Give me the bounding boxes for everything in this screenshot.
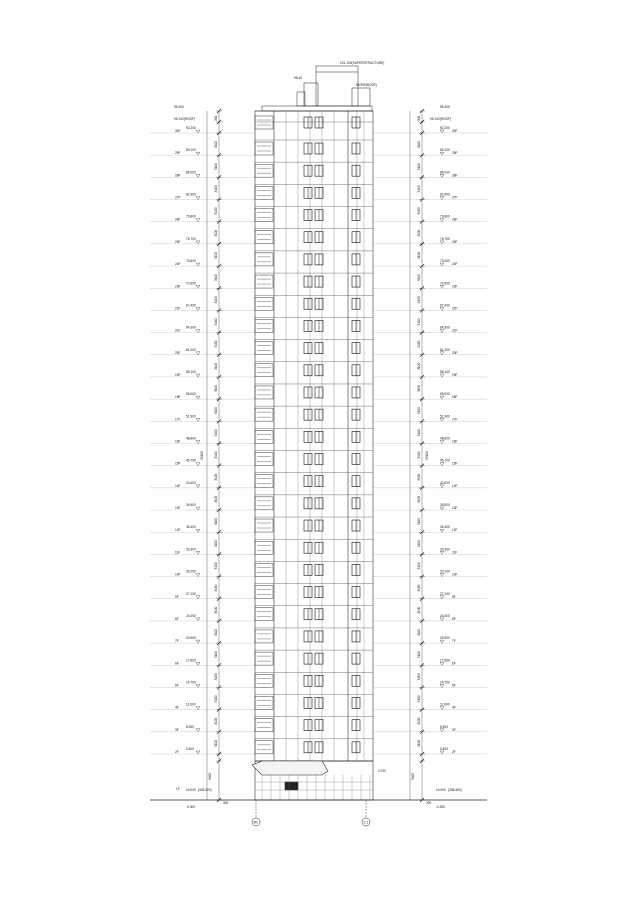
floor-height-dim: 3100 bbox=[214, 340, 218, 348]
parapet-dim: 300 bbox=[214, 115, 218, 121]
floor-height-dim: 3100 bbox=[214, 451, 218, 459]
floor-label-right: 18F bbox=[452, 395, 458, 400]
grade-dim: 300 bbox=[426, 801, 432, 805]
floor-height-dim: 3100 bbox=[417, 451, 421, 459]
elevation-label-left: 33.300 bbox=[186, 547, 196, 552]
elevation-label-left: 20.900 bbox=[186, 636, 196, 641]
grade-elev-left: -0.300 bbox=[186, 805, 196, 809]
floor-height-dim: 3100 bbox=[417, 185, 421, 193]
floor-height-dim: 3100 bbox=[214, 584, 218, 592]
floor-height-dim: 3100 bbox=[214, 695, 218, 703]
floor-label-right: 11F bbox=[452, 550, 458, 555]
elevation-label-left: 5.400 bbox=[186, 747, 194, 751]
elevation-label-right: 70.500 bbox=[440, 281, 450, 286]
floor-label-left: 30F bbox=[175, 129, 181, 133]
elevation-label-left: 89.100 bbox=[186, 148, 196, 153]
floor-height-dim: 3100 bbox=[214, 429, 218, 437]
parapet-label-left: 95.400 bbox=[174, 105, 184, 109]
elevation-label-right: 27.100 bbox=[440, 591, 450, 596]
floor-label-left: 28F bbox=[175, 173, 181, 178]
floor-label-left: 7F bbox=[175, 639, 179, 644]
floor-height-dim: 3100 bbox=[214, 673, 218, 681]
floor-height-dim: 3100 bbox=[417, 518, 421, 526]
floor-height-dim: 3100 bbox=[214, 407, 218, 415]
elevation-label-left: 55.000 bbox=[186, 392, 196, 397]
floor-label-right: 20F bbox=[452, 350, 458, 355]
floor-label-right: 30F bbox=[452, 129, 458, 133]
elevation-label-right: 5.400 bbox=[440, 747, 448, 751]
elevation-label-left: 58.100 bbox=[186, 369, 196, 374]
machine-room-label: 98.950(ROOF) bbox=[356, 83, 378, 87]
elevation-label-right: 42.600 bbox=[440, 480, 450, 485]
floor-height-dim: 3100 bbox=[417, 207, 421, 215]
floor-height-dim: 3100 bbox=[214, 628, 218, 637]
floor-label-right: 21F bbox=[452, 328, 458, 333]
floor-label-right: 10F bbox=[452, 572, 458, 577]
floor-height-dim: 3100 bbox=[417, 695, 421, 703]
elevation-label-left: 61.200 bbox=[186, 347, 196, 352]
floor-label-left: 16F bbox=[175, 439, 181, 444]
elevation-label-right: 20.900 bbox=[440, 636, 450, 641]
floor-height-dim: 3100 bbox=[417, 562, 421, 570]
floor-label-right: 3F bbox=[452, 727, 456, 732]
ground-abs-left: (308.400) bbox=[198, 788, 212, 792]
floor-label-left: 4F bbox=[175, 705, 179, 710]
stair-top-label: 101.100(SUPERSTRUCTURE) bbox=[340, 61, 385, 65]
elevation-label-left: 45.700 bbox=[186, 458, 196, 463]
floor-label-left: 3F bbox=[175, 727, 179, 732]
elevation-label-left: 67.400 bbox=[186, 303, 196, 308]
floor-label-left: 25F bbox=[175, 239, 181, 244]
floor-label-right: 8F bbox=[452, 616, 456, 621]
floor-label-left: 13F bbox=[175, 506, 181, 511]
floor-label-right: 23F bbox=[452, 284, 458, 289]
floor-height-dim: 3100 bbox=[417, 628, 421, 637]
floor-label-left: 6F bbox=[175, 661, 179, 666]
elevation-label-right: 61.200 bbox=[440, 347, 450, 352]
floor-label-left: 24F bbox=[175, 262, 181, 267]
floor-height-dim: 3100 bbox=[417, 673, 421, 681]
elevation-label-right: 51.900 bbox=[440, 414, 450, 419]
elevation-label-left: 82.900 bbox=[186, 192, 196, 197]
floor-height-dim: 3100 bbox=[417, 739, 421, 747]
elevation-label-left: 27.100 bbox=[186, 591, 196, 596]
elevation-label-left: 39.500 bbox=[186, 503, 196, 508]
floor-height-dim: 3100 bbox=[214, 163, 218, 171]
elevation-label-right: 39.500 bbox=[440, 503, 450, 508]
floor-height-dim: 3100 bbox=[214, 540, 218, 548]
ground-floor-label: 1F bbox=[176, 787, 180, 791]
floor-label-left: 9F bbox=[175, 594, 179, 599]
floor-height-dim: 3100 bbox=[214, 229, 218, 237]
floor-label-right: 29F bbox=[452, 151, 458, 156]
elevation-label-left: 17.800 bbox=[186, 658, 196, 663]
elevation-label-left: 70.500 bbox=[186, 281, 196, 286]
elevation-label-right: 45.700 bbox=[440, 458, 450, 463]
floor-height-dim: 3100 bbox=[214, 296, 218, 304]
elevation-label-right: 79.800 bbox=[440, 214, 450, 219]
floor-label-left: 5F bbox=[175, 683, 179, 688]
elevation-label-right: 24.000 bbox=[440, 613, 450, 618]
floor-height-dim: 3100 bbox=[214, 318, 218, 326]
first-floor-dim-right: 5400 bbox=[411, 772, 415, 780]
elevation-label-left: 42.600 bbox=[186, 480, 196, 485]
floor-height-dim: 3100 bbox=[417, 606, 421, 614]
floor-label-right: 5F bbox=[452, 683, 456, 688]
elevation-label-left: 51.900 bbox=[186, 414, 196, 419]
floor-height-dim: 3100 bbox=[417, 584, 421, 592]
elevation-label-right: 30.200 bbox=[440, 569, 450, 574]
floor-label-right: 25F bbox=[452, 239, 458, 244]
elevation-label-right: 11.600 bbox=[440, 702, 450, 707]
floor-label-right: 19F bbox=[452, 372, 458, 377]
parapet-dim: 300 bbox=[417, 115, 421, 121]
elevation-label-left: 48.800 bbox=[186, 436, 196, 441]
floor-height-dim: 3100 bbox=[214, 495, 218, 503]
floor-label-left: 23F bbox=[175, 284, 181, 289]
roof-slab-label-left: 95.100(ROOF) bbox=[174, 117, 196, 121]
floor-height-dim: 3100 bbox=[417, 384, 421, 393]
elevation-label-left: 86.000 bbox=[186, 170, 196, 175]
parapet-label-right: 95.400 bbox=[440, 105, 450, 109]
floor-height-dim: 3100 bbox=[417, 407, 421, 415]
floor-label-left: 19F bbox=[175, 372, 181, 377]
elevation-label-left: 73.600 bbox=[186, 259, 196, 264]
elevation-label-right: 67.400 bbox=[440, 303, 450, 308]
floor-label-left: 18F bbox=[175, 395, 181, 400]
elevation-label-left: 14.700 bbox=[186, 680, 196, 685]
canopy-label: 3.700 bbox=[378, 769, 386, 773]
floor-label-right: 14F bbox=[452, 483, 458, 488]
floor-label-right: 7F bbox=[452, 639, 456, 644]
floor-label-left: 12F bbox=[175, 528, 181, 533]
floor-height-dim: 3100 bbox=[417, 251, 421, 259]
floor-height-dim: 3100 bbox=[214, 251, 218, 259]
elevation-label-right: 33.300 bbox=[440, 547, 450, 552]
first-floor-dim-left: 5400 bbox=[208, 772, 212, 780]
floor-height-dim: 3100 bbox=[417, 473, 421, 481]
floor-label-right: 2F bbox=[452, 750, 456, 754]
floor-label-right: 13F bbox=[452, 506, 458, 511]
floor-label-right: 9F bbox=[452, 594, 456, 599]
elevation-label-left: 64.300 bbox=[186, 325, 196, 330]
elevation-label-right: 89.100 bbox=[440, 148, 450, 153]
elevation-label-right: 55.000 bbox=[440, 392, 450, 397]
elevation-label-left: 8.500 bbox=[186, 724, 194, 729]
floor-label-left: 14F bbox=[175, 483, 181, 488]
elevation-label-right: 48.800 bbox=[440, 436, 450, 441]
floor-label-left: 8F bbox=[175, 616, 179, 621]
floor-height-dim: 3100 bbox=[214, 274, 218, 282]
floor-label-right: 4F bbox=[452, 705, 456, 710]
floor-label-left: 11F bbox=[175, 550, 181, 555]
floor-label-right: 26F bbox=[452, 217, 458, 222]
floor-label-left: 15F bbox=[175, 461, 181, 466]
elevation-label-right: 82.900 bbox=[440, 192, 450, 197]
floor-height-dim: 3100 bbox=[417, 274, 421, 282]
elevation-label-left: 24.000 bbox=[186, 613, 196, 618]
floor-height-dim: 3100 bbox=[417, 495, 421, 503]
floor-height-dim: 3100 bbox=[214, 384, 218, 393]
elevation-label-left: 76.700 bbox=[186, 236, 196, 241]
elevation-label-left: 30.200 bbox=[186, 569, 196, 574]
floor-height-dim: 3100 bbox=[214, 562, 218, 570]
floor-height-dim: 3100 bbox=[214, 362, 218, 370]
roof-slab-label-right: 95.100(ROOF) bbox=[430, 117, 452, 121]
floor-height-dim: 3100 bbox=[214, 651, 218, 659]
floor-height-dim: 3100 bbox=[417, 296, 421, 304]
floor-height-dim: 3100 bbox=[417, 362, 421, 370]
elevation-label-left: 36.400 bbox=[186, 525, 196, 530]
floor-label-right: 24F bbox=[452, 262, 458, 267]
floor-height-dim: 3100 bbox=[417, 140, 421, 149]
floor-label-right: 15F bbox=[452, 461, 458, 466]
elevation-label-right: 64.300 bbox=[440, 325, 450, 330]
elevation-label-left: 92.200 bbox=[186, 126, 196, 130]
elevation-label-right: 8.500 bbox=[440, 724, 448, 729]
floor-label-right: 17F bbox=[452, 417, 458, 422]
elevation-label-right: 76.700 bbox=[440, 236, 450, 241]
floor-label-left: 17F bbox=[175, 417, 181, 422]
floor-label-left: 21F bbox=[175, 328, 181, 333]
floor-height-dim: 3100 bbox=[214, 473, 218, 481]
floor-height-dim: 3100 bbox=[417, 651, 421, 659]
floor-height-dim: 3100 bbox=[214, 717, 218, 725]
ground-elev-right: ±0.000 bbox=[436, 788, 446, 792]
elevation-label-right: 58.100 bbox=[440, 369, 450, 374]
floor-height-dim: 3100 bbox=[214, 185, 218, 193]
floor-height-dim: 3100 bbox=[417, 429, 421, 437]
floor-height-dim: 3100 bbox=[417, 229, 421, 237]
floor-height-dim: 3100 bbox=[214, 518, 218, 526]
elevation-label-right: 73.600 bbox=[440, 259, 450, 264]
floor-label-left: 10F bbox=[175, 572, 181, 577]
elevation-label-right: 86.000 bbox=[440, 170, 450, 175]
elevation-label-right: 36.400 bbox=[440, 525, 450, 530]
grade-elev-right: -0.300 bbox=[436, 805, 446, 809]
floor-height-dim: 3100 bbox=[417, 340, 421, 348]
floor-height-dim: 3100 bbox=[214, 207, 218, 215]
elevation-label-right: 17.800 bbox=[440, 658, 450, 663]
grade-dim: 300 bbox=[223, 801, 229, 805]
machine-room-side-label: 98.40 bbox=[294, 76, 302, 80]
elevation-label-right: 14.700 bbox=[440, 680, 450, 685]
floor-height-dim: 3100 bbox=[417, 318, 421, 326]
floor-height-dim: 3100 bbox=[214, 606, 218, 614]
ground-elev-left: ±0.000 bbox=[186, 788, 196, 792]
floor-height-dim: 3100 bbox=[214, 739, 218, 747]
total-dim-right: 95100 bbox=[425, 451, 429, 460]
floor-label-right: 12F bbox=[452, 528, 458, 533]
floor-label-left: 26F bbox=[175, 217, 181, 222]
floor-label-right: 28F bbox=[452, 173, 458, 178]
floor-label-left: 29F bbox=[175, 151, 181, 156]
elevation-label-left: 79.800 bbox=[186, 214, 196, 219]
total-dim-left: 95100 bbox=[200, 451, 204, 460]
floor-label-right: 16F bbox=[452, 439, 458, 444]
floor-label-right: 27F bbox=[452, 195, 458, 200]
entrance-canopy bbox=[252, 761, 328, 775]
floor-label-right: 22F bbox=[452, 306, 458, 311]
elevation-label-left: 11.600 bbox=[186, 702, 196, 707]
floor-label-left: 20F bbox=[175, 350, 181, 355]
floor-height-dim: 3100 bbox=[417, 163, 421, 171]
entrance-door bbox=[285, 782, 298, 790]
floor-height-dim: 3100 bbox=[214, 140, 218, 149]
axis-label-left: 9N bbox=[253, 820, 258, 825]
floor-label-left: 27F bbox=[175, 195, 181, 200]
floor-height-dim: 3100 bbox=[417, 540, 421, 548]
ground-abs-right: (308.400) bbox=[448, 788, 462, 792]
floor-height-dim: 3100 bbox=[417, 717, 421, 725]
floor-label-left: 2F bbox=[175, 750, 179, 754]
axis-label-right: 1-1 bbox=[363, 820, 369, 825]
floor-label-left: 22F bbox=[175, 306, 181, 311]
floor-label-right: 6F bbox=[452, 661, 456, 666]
elevation-label-right: 92.200 bbox=[440, 126, 450, 130]
